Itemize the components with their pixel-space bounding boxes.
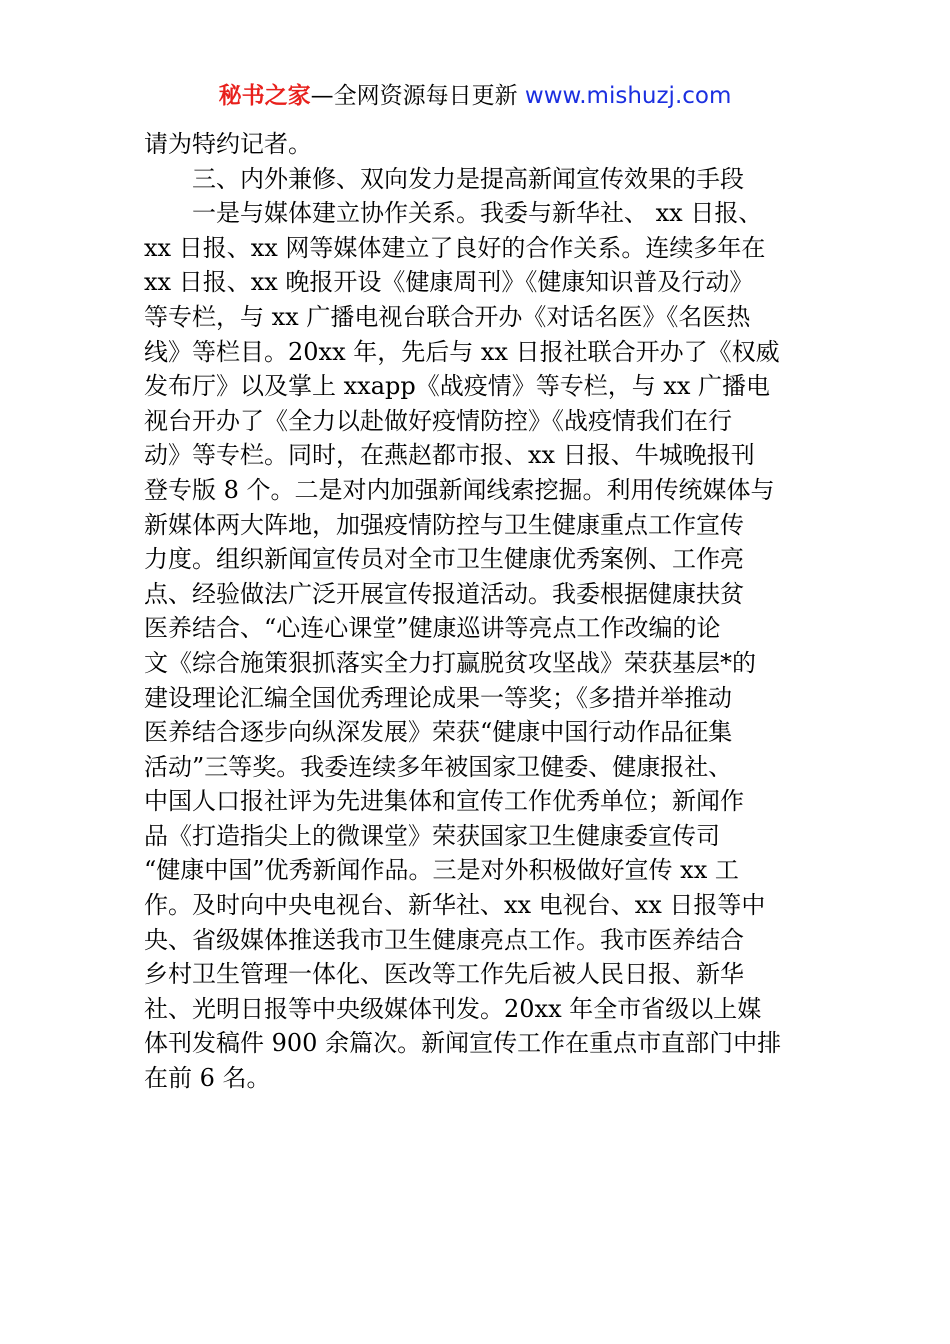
body-line: 作。及时向中央电视台、新华社、xx 电视台、xx 日报等中 bbox=[144, 891, 766, 920]
body-line: 请为特约记者。 bbox=[144, 130, 312, 158]
body-line: 文《综合施策狠抓落实全力打赢脱贫攻坚战》荣获基层*的 bbox=[144, 648, 756, 677]
body-line: 登专版 8 个。二是对内加强新闻线索挖掘。利用传统媒体与 bbox=[144, 475, 775, 504]
body-line: 建设理论汇编全国优秀理论成果一等奖；《多措并举推动 bbox=[144, 683, 732, 712]
body-line: 体刊发稿件 900 余篇次。新闻宣传工作在重点市直部门中排 bbox=[144, 1029, 782, 1058]
body-line: 央、省级媒体推送我市卫生健康亮点工作。我市医养结合 bbox=[144, 925, 744, 954]
body-line: 活动”三等奖。我委连续多年被国家卫健委、健康报社、 bbox=[144, 752, 733, 781]
body-line: xx 日报、xx 网等媒体建立了良好的合作关系。连续多年在 bbox=[144, 233, 766, 262]
body-line: 线》等栏目。20xx 年，先后与 xx 日报社联合开办了《权威 bbox=[144, 337, 780, 366]
header-tagline: —全网资源每日更新 bbox=[310, 83, 525, 109]
body-line: 新媒体两大阵地，加强疫情防控与卫生健康重点工作宣传 bbox=[144, 510, 744, 539]
body-line: 发布厅》以及掌上 xxapp《战疫情》等专栏，与 xx 广播电 bbox=[144, 372, 771, 401]
document-body bbox=[144, 127, 810, 1096]
page-header bbox=[0, 80, 950, 112]
body-line: xx 日报、xx 晚报开设《健康周刊》《健康知识普及行动》 bbox=[144, 268, 754, 297]
section-heading: 三、内外兼修、双向发力是提高新闻宣传效果的手段 bbox=[192, 164, 744, 193]
body-line: 力度。组织新闻宣传员对全市卫生健康优秀案例、工作亮 bbox=[144, 545, 744, 574]
body-line: 点、经验做法广泛开展宣传报道活动。我委根据健康扶贫 bbox=[144, 579, 744, 608]
brand-name: 秘书之家 bbox=[218, 83, 311, 109]
body-line: 品《打造指尖上的微课堂》荣获国家卫生健康委宣传司 bbox=[144, 821, 720, 850]
body-line: 中国人口报社评为先进集体和宣传工作优秀单位；新闻作 bbox=[144, 787, 744, 816]
body-line: “健康中国”优秀新闻作品。三是对外积极做好宣传 xx 工 bbox=[144, 856, 739, 885]
body-line: 医养结合逐步向纵深发展》荣获“健康中国行动作品征集 bbox=[144, 718, 733, 747]
body-line: 乡村卫生管理一体化、医改等工作先后被人民日报、新华 bbox=[144, 960, 744, 989]
paragraph-first-line: 一是与媒体建立协作关系。我委与新华社、 xx 日报、 bbox=[192, 199, 763, 228]
body-line: 动》等专栏。同时，在燕赵都市报、xx 日报、牛城晚报刊 bbox=[144, 441, 755, 470]
site-url-link[interactable]: www.mishuzj.com bbox=[524, 83, 732, 109]
body-line: 医养结合、“心连心课堂”健康巡讲等亮点工作改编的论 bbox=[144, 614, 721, 643]
body-line: 在前 6 名。 bbox=[144, 1064, 271, 1093]
body-line: 等专栏，与 xx 广播电视台联合开办《对话名医》《名医热 bbox=[144, 302, 751, 331]
body-line: 社、光明日报等中央级媒体刊发。20xx 年全市省级以上媒 bbox=[144, 994, 762, 1023]
body-line: 视台开办了《全力以赴做好疫情防控》《战疫情我们在行 bbox=[144, 406, 732, 435]
